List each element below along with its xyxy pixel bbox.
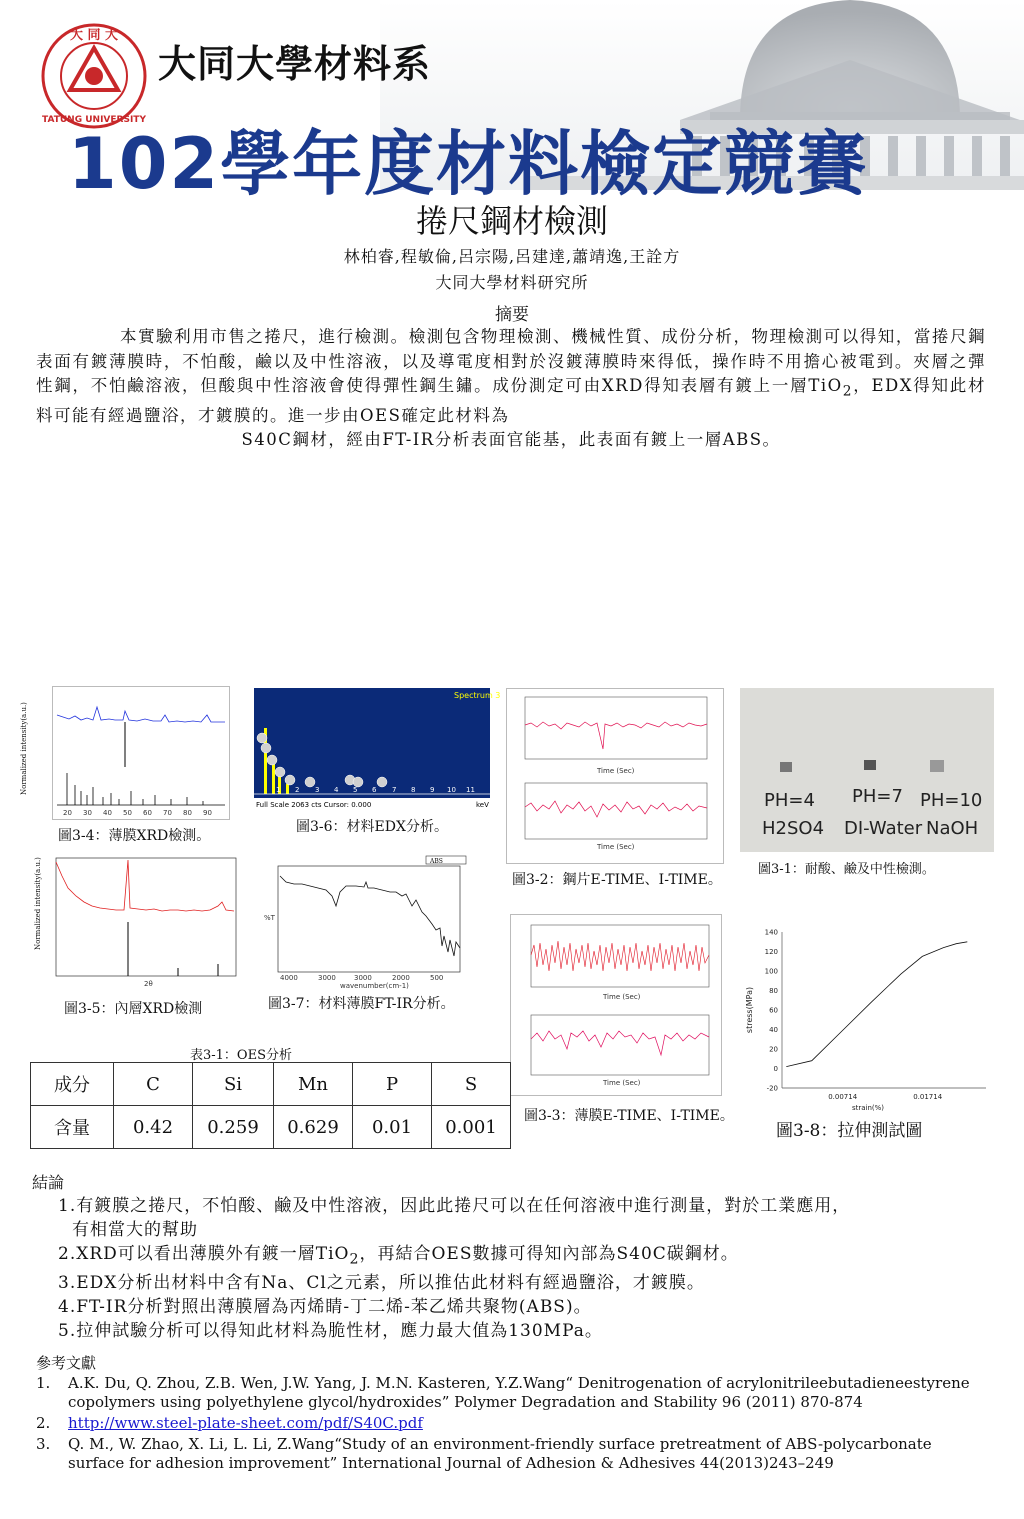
oes-header-cell: P — [353, 1063, 432, 1106]
abstract-part1: 本實驗利用市售之捲尺，進行檢測。檢測包含物理檢測、機械性質、成份分析，物理檢測可以得知，當捲尺鋼表面有鍍薄膜時，不怕酸，鹼以及中性溶液，以及導電度相對於沒鍍薄膜時來得低，操作時不用擔心被電到。夾層之彈性鋼，不怕鹼溶液，但酸與中性溶液會使得彈性鋼生鏽。成份測定可由XRD得知表層有鍍上一層TiO — [36, 327, 986, 395]
xrd-inner-xlabel: 2θ — [144, 980, 153, 988]
ftir-chart — [256, 856, 468, 990]
tensile-y-tick: 80 — [769, 987, 778, 995]
conclusion-item-2-sub: 2 — [349, 1251, 360, 1268]
oes-header-cell: C — [114, 1063, 193, 1106]
tensile-xlabel: strain(%) — [851, 1104, 885, 1112]
fig31-caption: 圖3-1：耐酸、鹼及中性檢測。 — [758, 862, 935, 877]
film-time-label-bottom: Time (Sec) — [603, 1079, 641, 1087]
xrd-ylabel: Normalized intensity(a.u.) — [20, 702, 28, 795]
tensile-y-tick: 40 — [769, 1026, 778, 1034]
svg-text:10: 10 — [447, 786, 456, 794]
svg-text:90: 90 — [203, 809, 212, 817]
fig37-caption: 圖3-7：材料薄膜FT-IR分析。 — [268, 996, 455, 1012]
abstract-part3: S40C鋼材，經由FT-IR分析表面官能基，此表面有鍍上一層ABS。 — [241, 430, 781, 450]
conclusion-item-1-cont: 有相當大的幫助 — [72, 1220, 198, 1240]
department-name: 大同大學材料系 — [158, 42, 432, 86]
tensile-x-tick: 0.00714 — [828, 1093, 858, 1101]
svg-text:2000: 2000 — [392, 974, 410, 982]
xrd-inner-chart — [36, 856, 242, 988]
svg-text:30: 30 — [83, 809, 92, 817]
svg-text:8: 8 — [411, 786, 416, 794]
oes-value-cell: 0.259 — [193, 1106, 274, 1149]
svg-text:80: 80 — [183, 809, 192, 817]
svg-text:20: 20 — [63, 809, 72, 817]
conclusion-item-3: 3.EDX分析出材料中含有Na、Cl之元素，所以推估此材料有經過鹽浴，才鍍膜。 — [58, 1273, 705, 1294]
conclusion-heading: 結論 — [32, 1173, 65, 1192]
abstract-part2: ，EDX得知此材料可能有經過鹽浴，才鍍膜的。進一步由OES確定此材料為 — [36, 376, 986, 425]
conclusion-item-5: 5.拉伸試驗分析可以得知此材料為脆性材，應力最大值為130MPa。 — [58, 1321, 603, 1342]
svg-text:7: 7 — [392, 786, 397, 794]
oes-value-cell: 0.001 — [432, 1106, 511, 1149]
tensile-x-tick: 0.01714 — [913, 1093, 943, 1101]
svg-text:6: 6 — [372, 786, 377, 794]
time-label-bottom: Time (Sec) — [597, 843, 635, 851]
h2so4-label: H2SO4 — [762, 818, 825, 839]
tensile-y-tick: 100 — [764, 967, 778, 976]
oes-value-cell: 0.01 — [353, 1106, 432, 1149]
reference-item — [36, 1435, 976, 1473]
reference-number: 1. — [36, 1374, 51, 1392]
svg-text:3000: 3000 — [318, 974, 336, 982]
oes-value-cell: 0.42 — [114, 1106, 193, 1149]
reference-text: A.K. Du, Q. Zhou, Z.B. Wen, J.W. Yang, J. M.N. Kasteren, Y.Z.Wang“ Denitrogenation of acrylonitrileebutadieneestyrene copolymers using polyethylene glycol/hydroxides” Polymer Degradation and Stability 96 (2011) 870-874 — [68, 1374, 970, 1411]
steel-e-i-time-charts — [506, 688, 724, 864]
oes-value-cell: 含量 — [31, 1106, 114, 1149]
svg-text:40: 40 — [103, 809, 112, 817]
oes-header-cell: 成分 — [31, 1063, 114, 1106]
oes-header-row — [31, 1063, 511, 1106]
conclusion-item-2 — [58, 1242, 988, 1271]
authors: 林柏睿,程敏倫,呂宗陽,呂建達,蕭靖逸,王詮方 — [343, 247, 681, 266]
tensile-series-line — [786, 942, 967, 1067]
oes-table — [30, 1062, 511, 1149]
svg-text:70: 70 — [163, 809, 172, 817]
reference-item — [36, 1374, 976, 1412]
tensile-y-tick: 20 — [769, 1045, 778, 1054]
svg-text:5: 5 — [353, 786, 358, 794]
conclusion-list — [58, 1194, 988, 1343]
tensile-chart — [740, 924, 990, 1116]
oes-value-row — [31, 1106, 511, 1149]
paper-title: 捲尺鋼材檢測 — [415, 202, 608, 240]
ftir-legend: ABS — [430, 858, 443, 865]
fig33-caption: 圖3-3：薄膜E-TIME、I-TIME。 — [524, 1108, 734, 1124]
reference-link[interactable]: http://www.steel-plate-sheet.com/pdf/S40C.pdf — [68, 1414, 423, 1432]
svg-text:TATUNG UNIVERSITY: TATUNG UNIVERSITY — [42, 115, 146, 125]
tensile-y-tick: 140 — [764, 928, 778, 937]
film-e-i-time-charts — [510, 914, 722, 1096]
svg-text:4: 4 — [334, 786, 339, 794]
abstract-subscript: 2 — [842, 383, 853, 400]
tensile-ylabel: stress(MPa) — [745, 986, 754, 1034]
tensile-y-tick: 0 — [773, 1065, 778, 1073]
svg-text:60: 60 — [143, 809, 152, 817]
diwater-label: DI-Water — [844, 818, 923, 839]
conclusion-item-1: 1.有鍍膜之捲尺，不怕酸、鹼及中性溶液，因此此捲尺可以在任何溶液中進行測量，對於工業應用， — [58, 1196, 851, 1216]
ftir-ylabel: %T — [264, 914, 275, 922]
ph-test-photo — [740, 688, 994, 852]
xrd-film-chart — [52, 686, 230, 820]
ftir-xlabel: wavenumber(cm-1) — [340, 982, 409, 990]
svg-text:2: 2 — [295, 786, 300, 794]
fig38-caption: 圖3-8：拉伸測試圖 — [776, 1121, 923, 1141]
fig32-caption: 圖3-2：鋼片E-TIME、I-TIME。 — [512, 872, 722, 888]
references-list — [36, 1374, 976, 1475]
event-title: 102學年度材料檢定競賽 — [68, 123, 869, 205]
oes-value-cell: 0.629 — [274, 1106, 353, 1149]
reference-number: 2. — [36, 1414, 51, 1432]
svg-text:1: 1 — [276, 786, 281, 794]
fig34-caption: 圖3-4：薄膜XRD檢測。 — [58, 828, 211, 844]
reference-number: 3. — [36, 1435, 51, 1453]
time-label-top: Time (Sec) — [597, 767, 635, 775]
abstract-body — [36, 325, 986, 453]
svg-text:9: 9 — [430, 786, 435, 794]
fig36-caption: 圖3-6：材料EDX分析。 — [296, 819, 448, 835]
svg-text:50: 50 — [123, 809, 132, 817]
ph4-label: PH=4 — [764, 790, 815, 811]
svg-text:3000: 3000 — [354, 974, 372, 982]
svg-text:大 同 大: 大 同 大 — [69, 28, 119, 43]
svg-text:3: 3 — [315, 786, 320, 794]
fig35-caption: 圖3-5：內層XRD檢測 — [64, 1001, 203, 1017]
edx-spectrum — [254, 688, 501, 810]
edx-unit: keV — [476, 801, 489, 809]
ph10-label: PH=10 — [920, 790, 983, 811]
edx-label: Spectrum 3 — [454, 691, 501, 700]
film-time-label-top: Time (Sec) — [603, 993, 641, 1001]
svg-text:4000: 4000 — [280, 974, 298, 982]
conclusion-item-4: 4.FT-IR分析對照出薄膜層為丙烯睛-丁二烯-苯乙烯共聚物(ABS)。 — [58, 1297, 592, 1318]
svg-text:500: 500 — [430, 974, 444, 982]
oes-header-cell: Si — [193, 1063, 274, 1106]
tensile-y-tick: 60 — [769, 1006, 778, 1015]
svg-text:11: 11 — [466, 786, 475, 794]
oes-table-title: 表3-1：OES分析 — [190, 1048, 292, 1063]
abstract-heading: 摘要 — [495, 305, 529, 325]
tensile-y-tick: 120 — [764, 948, 778, 956]
ph7-label: PH=7 — [852, 786, 903, 807]
oes-header-cell: Mn — [274, 1063, 353, 1106]
xrd-inner-ylabel: Normalized intensity(a.u.) — [34, 857, 42, 950]
tensile-y-tick: -20 — [766, 1084, 778, 1093]
oes-header-cell: S — [432, 1063, 511, 1106]
reference-item — [36, 1414, 976, 1433]
references-heading: 參考文獻 — [36, 1354, 97, 1372]
institution: 大同大學材料研究所 — [435, 273, 589, 292]
reference-text: Q. M., W. Zhao, X. Li, L. Li, Z.Wang“Study of an environment-friendly surface pretreatment of ABS-polycarbonate surface for adhesion improvement” International Journal of Adhesion & Adhesives 44(2013)243–249 — [68, 1435, 932, 1472]
naoh-label: NaOH — [926, 818, 979, 839]
edx-footer: Full Scale 2063 cts Cursor: 0.000 — [256, 801, 372, 809]
conclusion-item-2b: ，再結合OES數據可得知內部為S40C碳鋼材。 — [359, 1244, 739, 1264]
conclusion-item-2a: 2.XRD可以看出薄膜外有鍍一層TiO — [58, 1244, 350, 1264]
